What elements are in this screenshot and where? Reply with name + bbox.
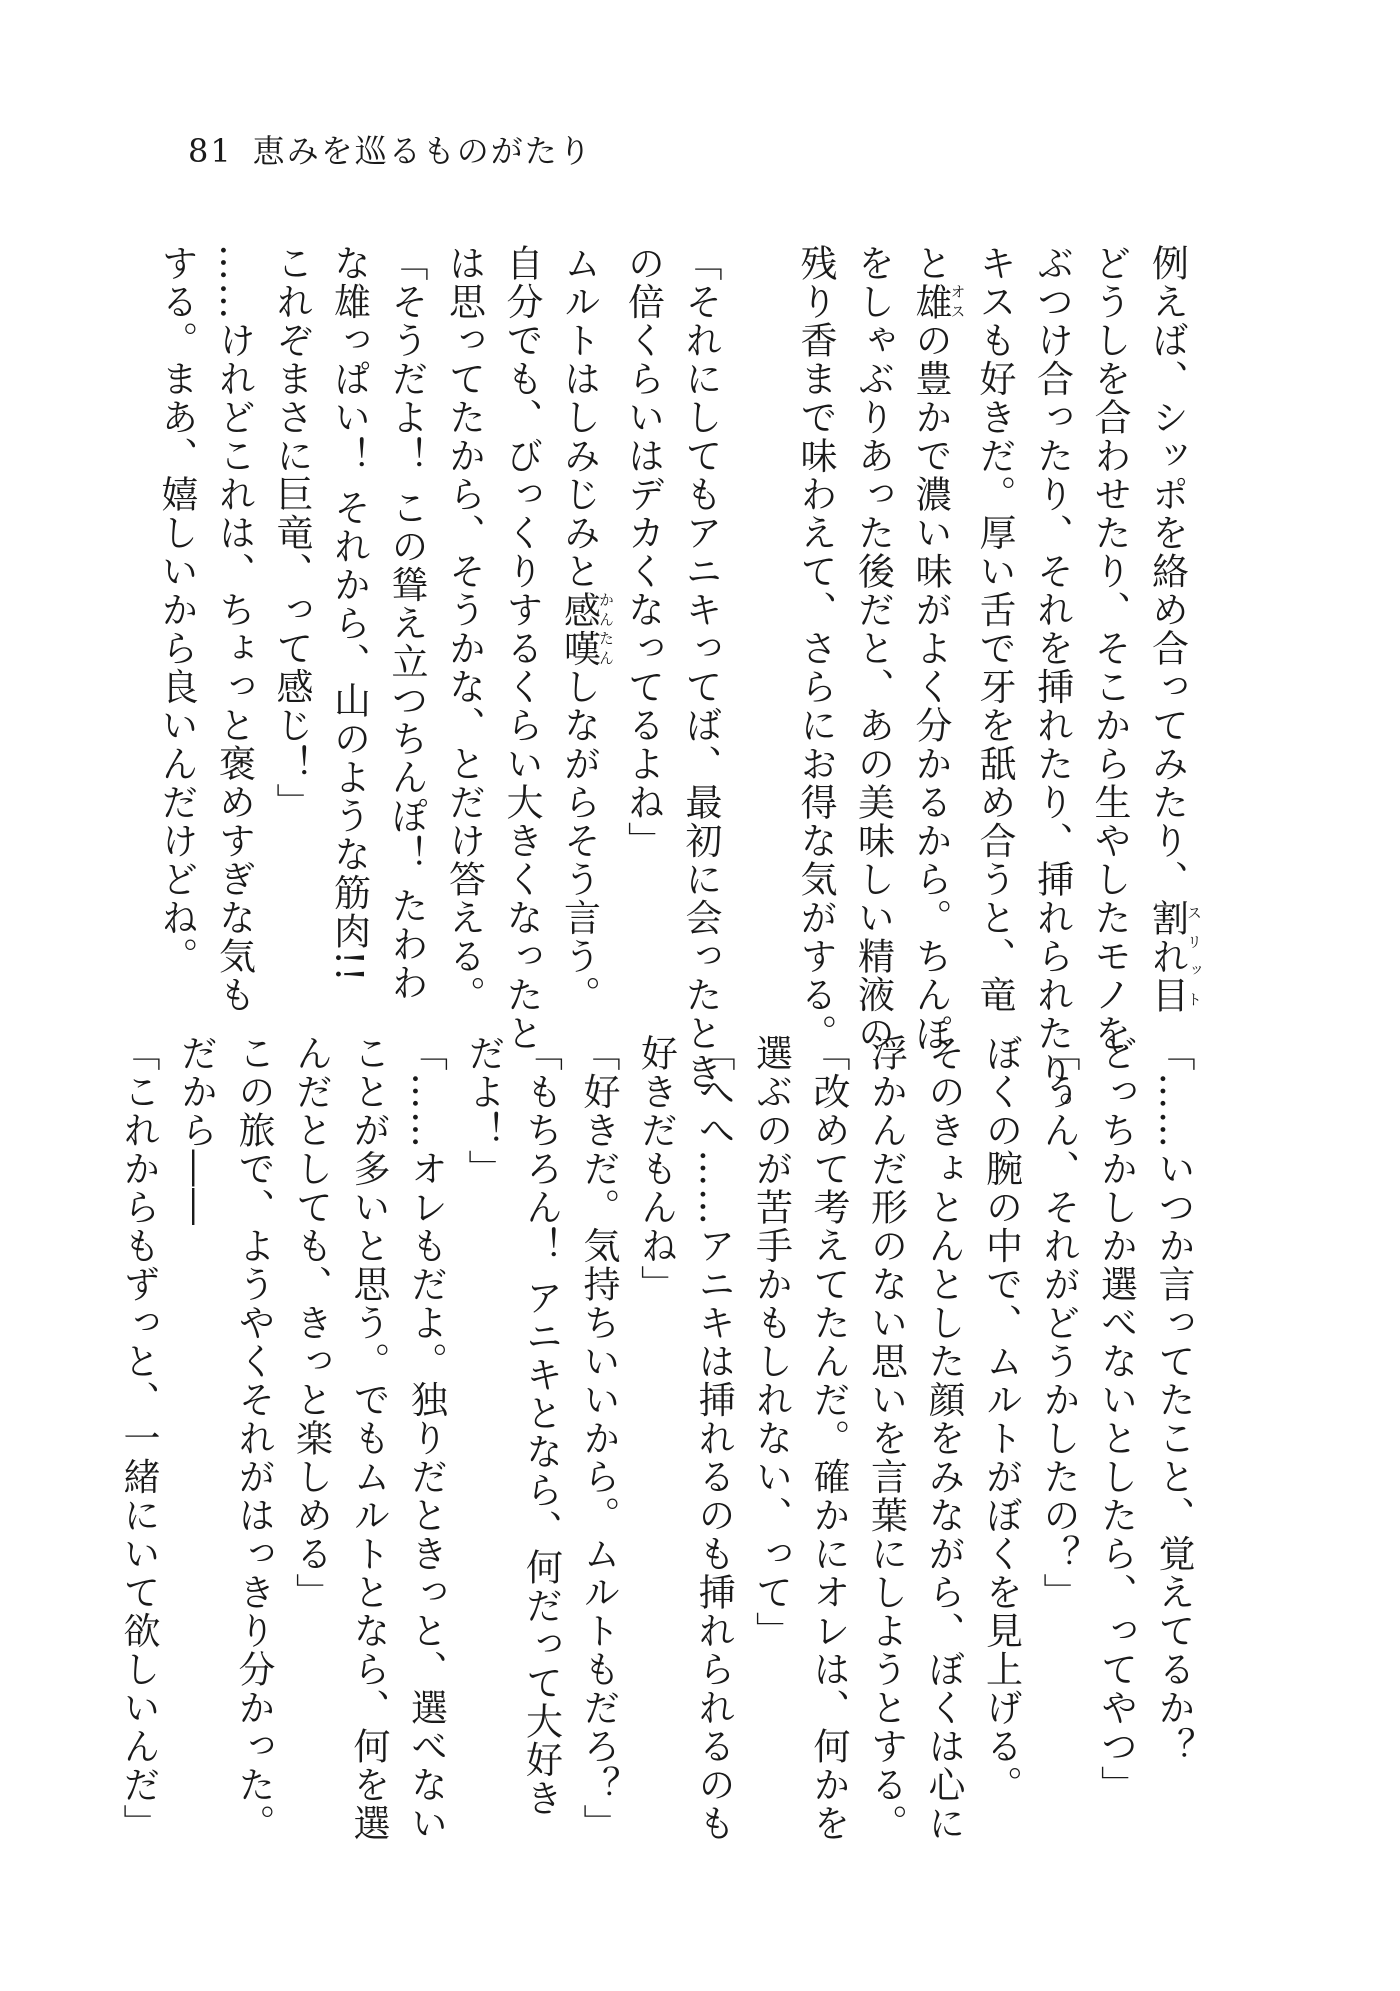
- text-line: の倍くらいはデカくなってるよね」: [621, 244, 665, 860]
- text-line: キスも好きだ。厚い舌で牙を舐め合うと、竜: [973, 244, 1016, 1014]
- text-line: 「そうだよ！ この聳え立つちんぽ！ たわわ: [385, 244, 428, 1003]
- page-number: 81: [188, 132, 233, 170]
- text-line: だよ！」: [462, 1034, 505, 1188]
- text-block-top: [155, 244, 1203, 1130]
- text-block-bottom: [117, 1034, 1202, 1843]
- text-line: 「うん、それがどうかしたの？」: [1037, 1034, 1080, 1612]
- ruby-osu: オス: [948, 282, 967, 321]
- text-line: これぞまさに巨竜、って感じ！」: [270, 244, 313, 822]
- text-line: ……けれどこれは、ちょっと褒めすぎな気も: [212, 244, 256, 1014]
- text-line: この旅で、ようやくそれがはっきり分かった。: [232, 1034, 275, 1843]
- text-line: は思ってたから、そうかな、とだけ答える。: [442, 244, 486, 1014]
- text-line: ムルトはしみじみと感嘆かんたんしながらそう言う。: [557, 244, 615, 1014]
- text-line: 「これからもずっと、一緒にいて欲しいんだ」: [117, 1034, 160, 1843]
- text-line: どうしを合わせたり、そこから生やしたモノを: [1088, 244, 1131, 1053]
- text-line: そのきょとんとした顔をみながら、ぼくは心に: [922, 1034, 965, 1843]
- running-header: [188, 126, 593, 172]
- text-line: 「へへ……アニキは挿れるのも挿れられるのも: [692, 1034, 735, 1843]
- text-line: どっちかしか選べないとしたら、ってやつ」: [1094, 1034, 1138, 1804]
- text-line: 浮かんだ形のない思いを言葉にしようとする。: [864, 1034, 908, 1843]
- text-line: んだとしても、きっと楽しめる」: [289, 1034, 333, 1612]
- text-line: 「……オレもだよ。独りだときっと、選べない: [404, 1034, 448, 1843]
- text-line: だから――: [174, 1034, 218, 1227]
- text-line: 「……いつか言ってたこと、覚えてるか？: [1152, 1034, 1195, 1766]
- ruby-annotation: 割れ目スリット: [1145, 898, 1203, 1014]
- paragraph-gap: [729, 244, 787, 954]
- text-line: 「もちろん！ アニキとなら、何だって大好き: [519, 1034, 563, 1818]
- ruby-annotation: 雄オス: [909, 282, 967, 321]
- text-line: 好きだもんね」: [634, 1034, 678, 1304]
- text-line: と雄オスの豊かで濃い味がよく分かるから。ちんぽ: [909, 244, 967, 1053]
- text-line: 自分でも、びっくりするくらい大きくなったと: [500, 244, 543, 1053]
- text-line: 選ぶのが苦手かもしれない、って」: [749, 1034, 793, 1650]
- text-line: ぶつけ合ったり、それを挿れたり、挿れられたり。: [1030, 244, 1074, 1130]
- text-line: をしゃぶりあった後だと、あの美味しい精液の: [851, 244, 895, 1053]
- book-title: 恵みを巡るものがたり: [252, 132, 593, 170]
- text-line: 「それにしてもアニキってば、最初に会ったとき: [679, 244, 722, 1091]
- text-line: 「改めて考えてたんだ。確かにオレは、何かを: [807, 1034, 850, 1843]
- text-line: 残り香まで味わえて、さらにお得な気がする。: [794, 244, 837, 1053]
- text-line: 例えば、シッポを絡め合ってみたり、割れ目スリット: [1145, 244, 1203, 1014]
- text-line: ぼくの腕の中で、ムルトがぼくを見上げる。: [979, 1034, 1023, 1804]
- ruby-annotation: 感嘆かんたん: [557, 590, 615, 668]
- ruby-slit: スリット: [1185, 898, 1203, 1014]
- text-line: ことが多いと思う。でもムルトとなら、何を選: [347, 1034, 390, 1843]
- text-line: 「好きだ。気持ちいいから。ムルトもだろ？」: [577, 1034, 620, 1843]
- ruby-kantan: かんたん: [597, 590, 615, 668]
- text-line: な雄っぱい！ それから、山のような筋肉!!: [327, 244, 371, 983]
- text-line: する。まあ、嬉しいから良いんだけどね。: [155, 244, 198, 976]
